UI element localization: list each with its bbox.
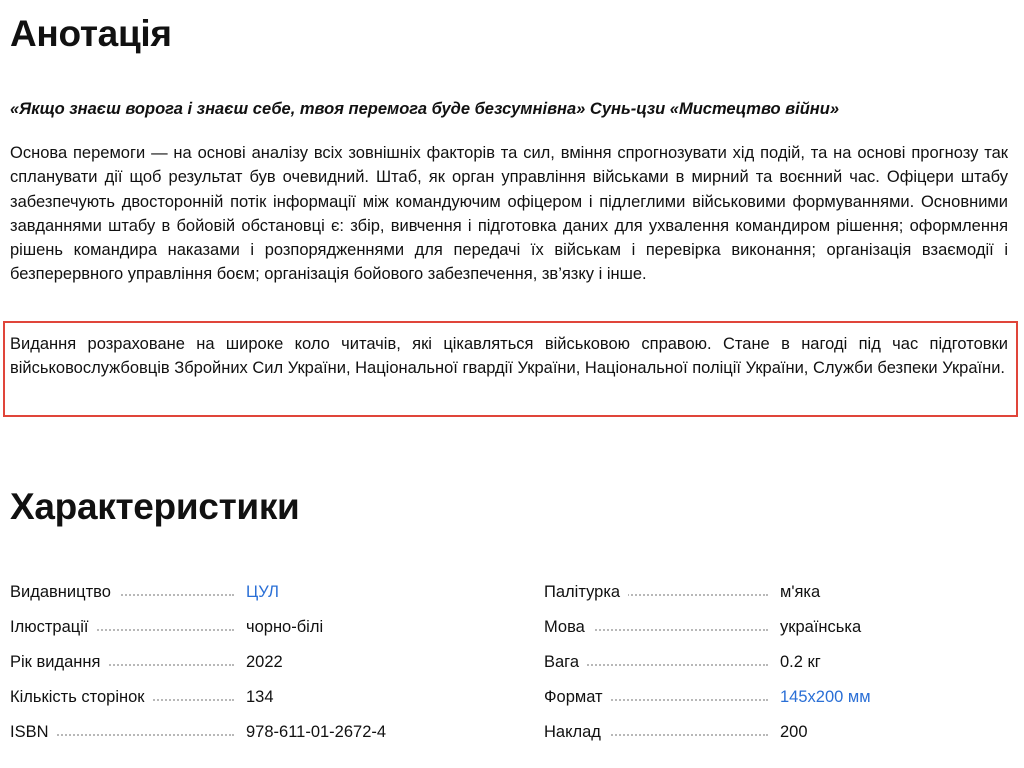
spec-label: Ілюстрації <box>10 613 96 641</box>
spec-label: Рік видання <box>10 648 108 676</box>
annotation-paragraph-highlighted: Видання розраховане на широке коло читачів, які цікавляться військовою справою. Стане в нагоді під час підготовки військовослужбовців Збройних Сил України, Національної гвардії України, Національної поліції України, Служби безпеки України. <box>10 335 1008 378</box>
spec-value: 134 <box>246 688 274 706</box>
spec-label: Кількість сторінок <box>10 683 153 711</box>
spec-value: м'яка <box>780 583 821 601</box>
spec-label: Формат <box>544 683 611 711</box>
spec-label: Наклад <box>544 718 609 746</box>
spec-value: українська <box>780 618 862 636</box>
spec-label: Видавництво <box>10 578 119 606</box>
spec-value: 200 <box>780 723 808 741</box>
spec-value: 978-611-01-2672-4 <box>246 723 387 741</box>
spec-value: чорно-білі <box>246 618 324 636</box>
spec-label: Вага <box>544 648 587 676</box>
spec-value: 2022 <box>246 653 283 671</box>
characteristics-heading: Характеристики <box>10 486 300 527</box>
annotation-quote: «Якщо знаєш ворога і знаєш себе, твоя перемога буде безсумнівна» Сунь-цзи «Мистецтво війни» <box>10 100 840 118</box>
publisher-link[interactable]: ЦУЛ <box>246 583 279 601</box>
annotation-paragraph: Основа перемоги — на основі аналізу всіх зовнішніх факторів та сил, вміння спрогнозувати хід подій, та на основі прогнозу так спланувати дії щоб результат був очевидний. Штаб, як орган управління військами в мирний та воєнний час. Офіцери штабу забезпечують двосторонній потік інформації між командуючим офіцером і підлеглими військовими формуваннями. Основними завданнями штабу в бойовій обстановці є: збір, вивчення і підготовка даних для ухвалення командиром рішення; оформлення рішень командира наказами і розпорядженнями для передачі їх військам і перевірка виконання; організація взаємодії і безперервного управління боєм; організація бойового забезпечення, зв’язку і інше. <box>10 144 1008 284</box>
spec-value: 0.2 кг <box>780 653 821 671</box>
spec-label: Палітурка <box>544 578 628 606</box>
format-link[interactable]: 145x200 мм <box>780 688 871 706</box>
spec-label: ISBN <box>10 718 57 746</box>
spec-label: Мова <box>544 613 593 641</box>
annotation-heading: Анотація <box>10 13 172 54</box>
